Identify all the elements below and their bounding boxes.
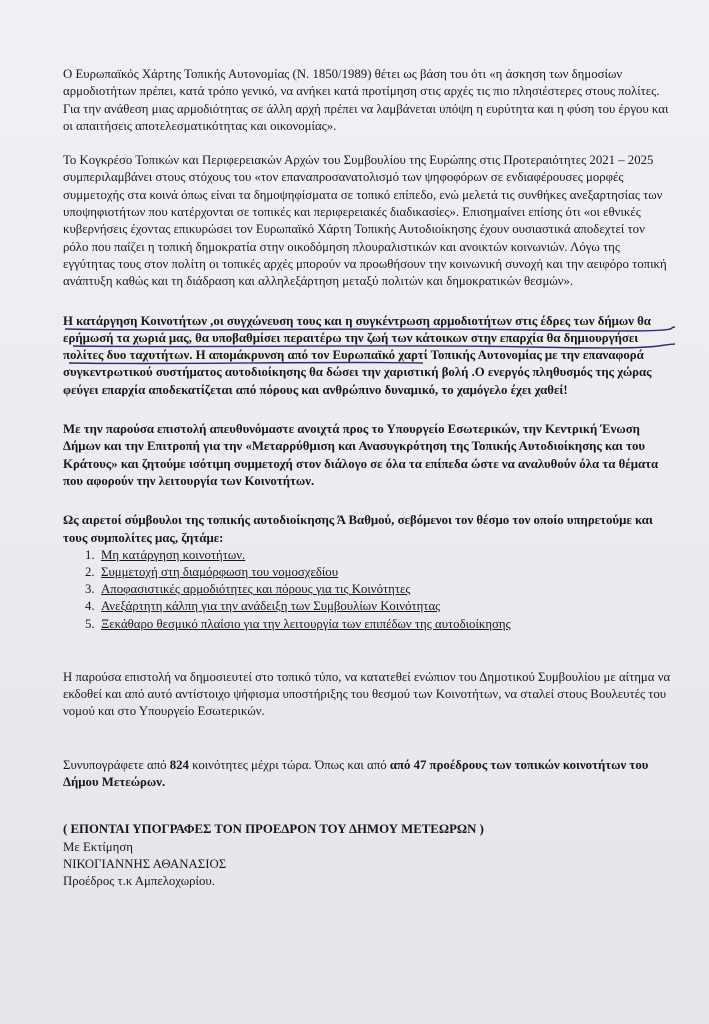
signatures-note: ( ΕΠΟΝΤΑΙ ΥΠΟΓΡΑΦΕΣ ΤΟΝ ΠΡΟΕΔΡΟΝ ΤΟΥ ΔΗΜΟΥ ΜΕΤΕΩΡΩΝ ) (63, 822, 484, 837)
signer-role: Προέδρος τ.κ Αμπελοχωρίου. (63, 874, 215, 889)
paragraph-cosigners: Συνυπογράφετε από 824 κοινότητες μέχρι τώρα. Όπως και από από 47 προέδρους των τοπικών κοινοτήτων του Δήμου Μετεώρων. (63, 757, 649, 790)
closing-phrase: Με Εκτίμηση (63, 839, 133, 854)
list-item: 1. Μη κατάργηση κοινοτήτων. (85, 547, 246, 562)
highlighted-block (63, 313, 673, 399)
paragraph-publication-request: Η παρούσα επιστολή να δημοσιευτεί στο τοπικό τύπο, να κατατεθεί ενώπιον του Δημοτικού Συμβουλίου με αίτημα να εκδοθεί και από αυτό αντίστοιχο ψήφισμα υποστήριξης του θεσμού των Κοινοτήτων, να σταλεί στους Βουλευτές του νομού και στο Υπουργείο Εσωτερικών. (63, 669, 671, 719)
signature-block (63, 821, 673, 890)
list-item: 3. Αποφασιστικές αρμοδιότητες και πόρους για τις Κοινότητες (85, 582, 411, 597)
cosign-presidents: από 47 προέδρους των τοπικών κοινοτήτων του Δήμου Μετεώρων. (63, 757, 649, 790)
list-item: 5. Ξεκάθαρο θεσμικό πλαίσιο για την λειτουργία των επιπέδων της αυτοδιοίκησης (85, 616, 511, 631)
list-item: 4. Ανεξάρτητη κάλπη για την ανάδειξη των Συμβουλίων Κοινότητας (85, 599, 441, 614)
cosign-count: 824 (169, 757, 189, 772)
list-item: 2. Συμμετοχή στη διαμόρφωση του νομοσχεδίου (85, 565, 339, 580)
paragraph-congress-priorities: Το Κογκρέσο Τοπικών και Περιφερειακών Αρχών του Συμβουλίου της Ευρώπης στις Προτεραιότητες 2021 – 2025 συμπεριλαμβάνει στους στόχους του «τον επαναπροσανατολισμό των ψηφοφόρων σε ενδιαφέρουσες μορφές συμμετοχής στα κοινά όπως είναι τα δημοψηφίσματα σε τοπικό επίπεδο, ενώ μελετά τις συνθήκες ανεξαρτησίας των υποψηφιοτήτων που κατέρχονται σε τοπικές και περιφερειακές διαδικασίες». Επισημαίνει επίσης ότι «οι εθνικές κυβερνήσεις έχοντας επικυρώσει τον Ευρωπαϊκό Χάρτη Τοπικής Αυτοδιοίκησης έχουν ουσιαστικά αποδεχτεί τον ρόλο που παίζει η τοπική δημοκρατία στην οικοδόμηση πλουραλιστικών και ανοικτών κοινωνιών. Λόγω της εγγύτητας τους στον πολίτη οι τοπικές αρχές μπορούν να προωθήσουν την κοινωνική συνοχή και την αειφόρο τοπική ανάπτυξη καθώς και τη διάδραση και αλληλεξάρτηση μεταξύ πολιτών και δημοκρατικών θεσμών». (63, 153, 667, 289)
paragraph-abolition-warning: Η κατάργηση Κοινοτήτων ,οι συγχώνευση τους και η συγκέντρωση αρμοδιοτήτων στις έδρες των δήμων θα ερήμωσή τα χωριά μας, θα υποβαθμίσει περαιτέρω την ζωή των κάτοικων στην επαρχία θα δημιουργήσει πολίτες δυο ταχυτήτων. Η απομάκρυνση από τον Ευρωπαϊκό χαρτί Τοπικής Αυτονομίας με την επαναφορά συγκεντρωτικού συστήματος αυτοδιοίκησης θα δώσει την χαριστική βολή .Ο ενεργός πληθυσμός της χώρας φεύγει επαρχία αποδεκατίζεται από πόρους και ανθρώπινο δυναμικό, το χαμόγελο έχει χαθεί! (63, 313, 652, 397)
demands-list (63, 547, 673, 633)
paragraph-open-letter: Με την παρούσα επιστολή απευθυνόμαστε ανοιχτά προς το Υπουργείο Εσωτερικών, την Κεντρική Ένωση Δήμων και την Επιτροπή για την «Μεταρρύθμιση και Ανασυγκρότηση της Τοπικής Αυτοδιοίκησης και του Κράτους» και ζητούμε ισότιμη συμμετοχή στον διάλογο σε όλα τα επίπεδα ώστε να αναλυθούν όλα τα θέματα που αφορούν την λειτουργία των Κοινοτήτων. (63, 422, 659, 488)
paragraph-demands-intro: Ως αιρετοί σύμβουλοι της τοπικής αυτοδιοίκησης Ά Βαθμού, σεβόμενοι τον θέσμο τον οποίο υπηρετούμε και τους συμπολίτες μας, ζητάμε: (63, 513, 653, 545)
signer-name: ΝΙΚΟΓΙΑΝΝΗΣ ΑΘΑΝΑΣΙΟΣ (63, 856, 227, 871)
paragraph-european-charter: Ο Ευρωπαϊκός Χάρτης Τοπικής Αυτονομίας (Ν. 1850/1989) θέτει ως βάση του ότι «η άσκηση των δημοσίων αρμοδιοτήτων πρέπει, κατά τρόπο γενικό, να ανήκει κατά προτίμηση στις αρχές τις πιο πλησιέστερες στους πολίτες. Για την ανάθεση μιας αρμοδιότητας σε άλλη αρχή πρέπει να λαμβάνεται υπόψη η ευρύτητα και η φύση του έργου και οι απαιτήσεις αποτελεσματικότητας και οικονομίας». (63, 67, 669, 133)
letter-body (63, 66, 673, 891)
